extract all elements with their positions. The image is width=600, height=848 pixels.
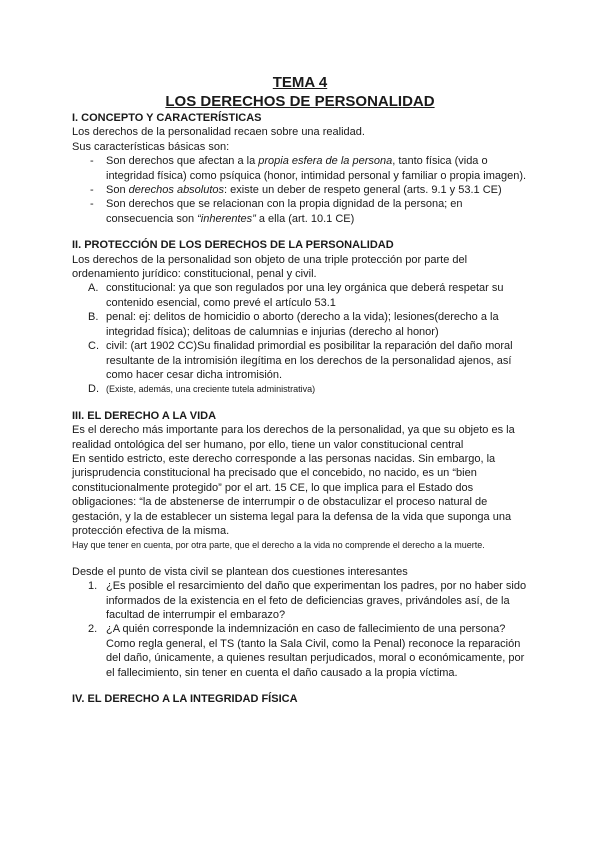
list-item-text: (Existe, además, una creciente tutela administrativa)	[106, 384, 316, 395]
paragraph: En sentido estricto, este derecho corresponde a las personas nacidas. Sin embargo, la jurisprudencia constitucional ha precisado que el concebido, no nacido, es un “bien constitucionalmente protegido” por el art. 15 CE, lo que implica para el Estado dos obligaciones: “la de abstenerse de interrumpir o de obstaculizar el proceso natural de gestación, y la de establecer un sistema legal para la defensa de la vida que suponga una protección efectiva de la misma.	[72, 452, 512, 537]
characteristics-list	[72, 154, 532, 226]
list-item	[88, 622, 532, 680]
list-item-text: penal: ej: delitos de homicidio o aborto (derecho a la vida); lesiones(derecho a la integridad física); delitoas de calumnias e injurias (derecho al honor)	[106, 311, 499, 338]
list-marker: A.	[88, 282, 99, 295]
paragraph: Es el derecho más importante para los derechos de la personalidad, ya que su objeto es la realidad ontológica del ser humano, por ello, tiene un valor constitucional central	[72, 424, 515, 451]
list-item	[88, 339, 532, 382]
list-marker: 2.	[88, 623, 98, 636]
document-subtitle: LOS DERECHOS DE PERSONALIDAD	[165, 93, 435, 110]
questions-list	[72, 579, 532, 680]
section-heading-4: IV. EL DERECHO A LA INTEGRIDAD FÍSICA	[72, 693, 298, 706]
section-heading-3: III. EL DERECHO A LA VIDA	[72, 409, 217, 422]
paragraph: Sus características básicas son:	[72, 140, 230, 153]
list-item-text: constitucional: ya que son regulados por una ley orgánica que deberá respetar su contenido esencial, como prevé el artículo 53.1	[106, 282, 504, 309]
protection-list	[72, 281, 532, 396]
list-item-text: Son derechos que afectan a la	[106, 155, 259, 168]
list-item	[88, 579, 532, 622]
list-item-text: ¿Es posible el resarcimiento del daño que experimentan los padres, por no haber sido informados de la existencia en el feto de deficiencias graves, privándoles así, de la facultad de interrumpir el embarazo?	[106, 580, 527, 621]
list-item-text: , tanto física (vida o integridad física) como psíquica (honor, intimidad personal y familiar o propia imagen).	[106, 155, 527, 182]
list-item	[106, 154, 532, 183]
list-item-text: : existe un deber de respeto general (arts. 9.1 y 53.1 CE)	[224, 184, 502, 197]
paragraph: Desde el punto de vista civil se plantean dos cuestiones interesantes	[72, 565, 408, 578]
list-item	[106, 183, 532, 197]
list-item	[88, 281, 532, 310]
section-heading-2: II. PROTECCIÓN DE LOS DERECHOS DE LA PERSONALIDAD	[72, 239, 394, 252]
list-marker: B.	[88, 311, 99, 324]
list-item-text: civil: (art 1902 CC)Su finalidad primordial es posibilitar la reparación del daño moral resultante de la intromisión ilegítima en los derechos de la personalidad ajenos, así como hacer cesar dicha intromisión.	[106, 340, 513, 381]
paragraph: Los derechos de la personalidad son objeto de una triple protección por parte del ordenamiento jurídico: constitucional, penal y civil.	[72, 253, 468, 281]
note: Hay que tener en cuenta, por otra parte, que el derecho a la vida no comprende el derecho a la muerte.	[72, 540, 485, 551]
list-item-emphasis: “inherentes”	[197, 212, 256, 225]
list-item-emphasis: propia esfera de la persona	[258, 155, 393, 168]
list-marker: D.	[88, 383, 99, 396]
list-item-text: Son	[106, 184, 129, 197]
list-item-text: Son derechos que se relacionan con la propia dignidad de la persona; en consecuencia son	[106, 198, 463, 225]
list-item	[88, 310, 532, 339]
list-marker: C.	[88, 340, 99, 353]
list-item	[88, 382, 532, 396]
list-item	[106, 197, 532, 226]
list-marker: 1.	[88, 580, 98, 593]
paragraph: Los derechos de la personalidad recaen sobre una realidad.	[72, 126, 365, 139]
document-title: TEMA 4	[272, 74, 328, 91]
list-item-text: a ella (art. 10.1 CE)	[255, 212, 355, 225]
section-heading-1: I. CONCEPTO Y CARACTERÍSTICAS	[72, 112, 262, 124]
list-item-text: ¿A quién corresponde la indemnización en caso de fallecimiento de una persona? Como regla general, el TS (tanto la Sala Civil, como la Penal) reconoce la reparación del daño, únicamente, a quienes resultan perjudicados, moral o económicamente, por el fallecimiento, sin tener en cuenta el daño causado a la propia víctima.	[106, 623, 525, 679]
list-item-emphasis: derechos absolutos	[128, 184, 225, 197]
document-body	[72, 111, 532, 706]
